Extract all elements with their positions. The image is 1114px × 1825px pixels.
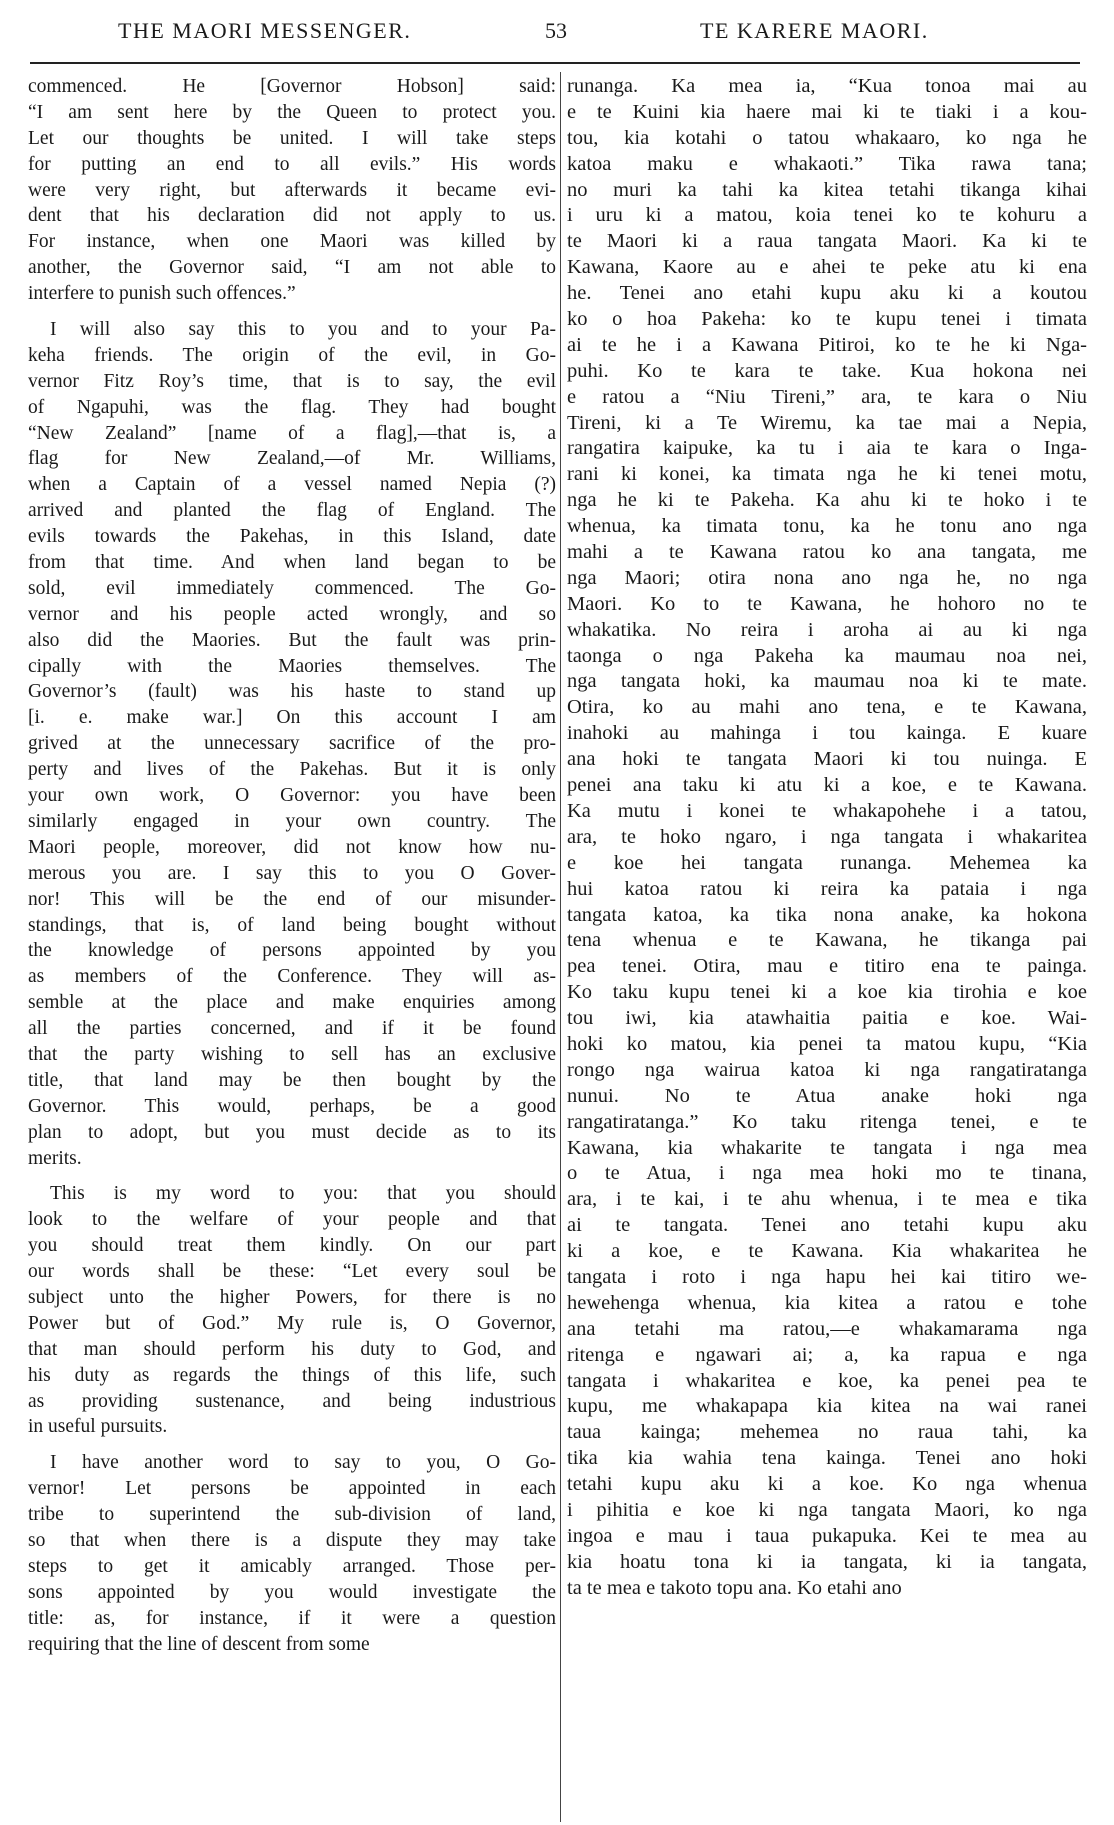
text-line: when a Captain of a vessel named Nepia (?): [28, 474, 556, 496]
text-line: similarly engaged in your own country. The: [28, 810, 556, 832]
text-line: nga Maori; otira nona ano nga he, no nga: [567, 566, 1087, 589]
text-line: e koe hei tangata runanga. Mehemea ka: [567, 851, 1087, 874]
text-line: merits.: [28, 1147, 82, 1169]
text-line: interfere to punish such offences.”: [28, 283, 296, 305]
header-rule: [30, 62, 1080, 64]
text-line: i uru ki a matou, koia tenei ko te kohuru a: [567, 204, 1087, 227]
text-line: cipally with the Maories themselves. The: [28, 655, 556, 677]
text-line: Ko taku kupu tenei ki a koe kia tirohia e koe: [567, 981, 1087, 1004]
text-line: vernor! Let persons be appointed in each: [28, 1478, 556, 1500]
english-paragraph: [28, 1450, 556, 1657]
text-line: merous you are. I say this to you O Gover-: [28, 862, 556, 884]
maori-column: [567, 74, 1087, 1819]
text-line: also did the Maories. But the fault was prin-: [28, 629, 556, 651]
text-line: I will also say this to you and to your Pa-: [50, 319, 556, 341]
text-line: penei ana taku ki atu ki a koe, e te Kawana.: [567, 774, 1087, 797]
text-line: as providing sustenance, and being industrious: [28, 1390, 556, 1412]
text-line: ki a koe, e te Kawana. Kia whakaritea he: [567, 1240, 1087, 1263]
text-line: tetahi kupu aku ki a koe. Ko nga whenua: [567, 1473, 1087, 1496]
paragraph-gap: [28, 307, 556, 317]
text-line: ko o hoa Pakeha: ko te kupu tenei i timata: [567, 308, 1087, 331]
text-line: flag for New Zealand,—of Mr. Williams,: [28, 448, 556, 470]
text-line: grived at the unnecessary sacrifice of the pro-: [28, 733, 556, 755]
text-line: subject unto the higher Powers, for there is no: [28, 1286, 556, 1308]
paragraph-gap: [28, 1171, 556, 1181]
text-line: steps to get it amicably arranged. Those per-: [28, 1555, 556, 1577]
text-line: nga tangata hoki, ka maumau noa ki te mate.: [567, 670, 1087, 693]
text-line: plan to adopt, but you must decide as to its: [28, 1121, 556, 1143]
text-line: ritenga e ngawari ai; a, ka rapua e nga: [567, 1343, 1087, 1366]
text-line: ana hoki te tangata Maori ki tou nuinga. E: [567, 748, 1087, 771]
text-line: tena whenua e te Kawana, he tikanga pai: [567, 929, 1087, 952]
text-line: sons appointed by you would investigate the: [28, 1581, 556, 1603]
text-line: ai te tangata. Tenei ano tetahi kupu aku: [567, 1214, 1087, 1237]
text-line: as members of the Conference. They will as-: [28, 966, 556, 988]
text-line: [i. e. make war.] On this account I am: [28, 707, 556, 729]
text-line: tangata i roto i nga hapu hei kai titiro we-: [567, 1265, 1087, 1288]
text-line: ana tetahi ma ratou,—e whakamarama nga: [567, 1317, 1087, 1340]
english-paragraph: [28, 74, 556, 307]
text-line: rongo nga wairua katoa ki nga rangatiratanga: [567, 1058, 1087, 1081]
text-line: “New Zealand” [name of a flag],—that is, a: [28, 422, 556, 444]
text-line: were very right, but afterwards it became evi-: [28, 179, 556, 201]
text-line: rangatiratanga.” Ko taku ritenga tenei, e te: [567, 1110, 1087, 1133]
text-line: vernor and his people acted wrongly, and so: [28, 603, 556, 625]
text-line: ara, te hoko ngaro, i nga tangata i whakaritea: [567, 825, 1087, 848]
text-line: rangatira kaipuke, ka tu i aia te kara o Inga-: [567, 437, 1087, 460]
text-line: semble at the place and make enquiries among: [28, 992, 556, 1014]
text-line: so that when there is a dispute they may take: [28, 1529, 556, 1551]
text-line: dent that his declaration did not apply to us.: [28, 205, 556, 227]
text-line: keha friends. The origin of the evil, in Go-: [28, 344, 556, 366]
text-line: mahi a te Kawana ratou ko ana tangata, me: [567, 541, 1087, 564]
text-line: you should treat them kindly. On our part: [28, 1235, 556, 1257]
text-line: puhi. Ko te kara te take. Kua hokona nei: [567, 359, 1087, 382]
text-line: Ka mutu i konei te whakapohehe i a tatou,: [567, 799, 1087, 822]
text-line: e te Kuini kia haere mai ki te tiaki i a kou-: [567, 100, 1087, 123]
text-line: te Maori ki a raua tangata Maori. Ka ki te: [567, 230, 1087, 253]
text-line: “I am sent here by the Queen to protect you.: [28, 101, 556, 123]
text-line: Tireni, ki a Te Wiremu, ka tae mai a Nepia,: [567, 411, 1087, 434]
text-line: from that time. And when land began to be: [28, 552, 556, 574]
page-number: 53: [545, 18, 567, 43]
text-line: taonga o nga Pakeha ka maumau noa nei,: [567, 644, 1087, 667]
header-english-title: THE MAORI MESSENGER.: [118, 18, 412, 43]
text-line: Maori people, moreover, did not know how nu-: [28, 836, 556, 858]
text-line: o te Atua, i nga mea hoki mo te tinana,: [567, 1162, 1087, 1185]
text-line: commenced. He [Governor Hobson] said:: [28, 76, 556, 97]
text-line: e ratou a “Niu Tireni,” ara, te kara o Niu: [567, 385, 1087, 408]
text-line: Kawana, kia whakarite te tangata i nga mea: [567, 1136, 1087, 1159]
text-line: Power but of God.” My rule is, O Governor,: [28, 1312, 556, 1334]
header-maori-title: TE KARERE MAORI.: [700, 18, 929, 43]
page-header: [0, 0, 1114, 60]
text-line: whenua, ka timata tonu, ka he tonu ano nga: [567, 515, 1087, 538]
text-line: katoa maku e whakaoti.” Tika rawa tana;: [567, 152, 1087, 175]
text-line: kia hoatu tona ki ia tangata, ki ia tangata,: [567, 1550, 1087, 1573]
text-line: hui katoa ratou ki reira ka pataia i nga: [567, 877, 1087, 900]
text-line: Maori. Ko to te Kawana, he hohoro no te: [567, 592, 1087, 615]
text-line: tika kia wahia tena kainga. Tenei ano hoki: [567, 1447, 1087, 1470]
text-line: pea tenei. Otira, mau e titiro ena te painga.: [567, 955, 1087, 978]
text-line: rani ki konei, ka timata nga he ki tenei motu,: [567, 463, 1087, 486]
text-line: hewehenga whenua, kia kitea a ratou e tohe: [567, 1291, 1087, 1314]
text-line: arrived and planted the flag of England. The: [28, 500, 556, 522]
text-line: of Ngapuhi, was the flag. They had bought: [28, 396, 556, 418]
text-line: For instance, when one Maori was killed by: [28, 231, 556, 253]
text-line: ai te he i a Kawana Pitiroi, ko te he ki Nga-: [567, 333, 1087, 356]
text-line: This is my word to you: that you should: [50, 1183, 556, 1205]
text-line: another, the Governor said, “I am not able to: [28, 257, 556, 279]
text-line: nunui. No te Atua anake hoki nga: [567, 1084, 1087, 1107]
text-line: that the party wishing to sell has an exclusive: [28, 1043, 556, 1065]
text-line: sold, evil immediately commenced. The Go-: [28, 577, 556, 599]
text-line: no muri ka tahi ka kitea tetahi tikanga kihai: [567, 178, 1087, 201]
text-line: that man should perform his duty to God, and: [28, 1338, 556, 1360]
text-line: ingoa e mau i taua pukapuka. Kei te mea au: [567, 1524, 1087, 1547]
text-line: tribe to superintend the sub-division of land,: [28, 1504, 556, 1526]
english-paragraph: [28, 1181, 556, 1440]
text-line: ara, i te kai, i te ahu whenua, i te mea e tika: [567, 1188, 1087, 1211]
english-column: [28, 74, 556, 1819]
text-line: Governor. This would, perhaps, be a good: [28, 1095, 556, 1117]
text-line: tangata i whakaritea e koe, ka penei pea te: [567, 1369, 1087, 1392]
text-line: I have another word to say to you, O Go-: [50, 1452, 556, 1474]
text-line: tangata katoa, ka tika nona anake, ka hokona: [567, 903, 1087, 926]
text-line: requiring that the line of descent from some: [28, 1633, 370, 1655]
text-line: perty and lives of the Pakehas. But it is only: [28, 759, 556, 781]
text-line: nor! This will be the end of our misunder-: [28, 888, 556, 910]
text-line: the knowledge of persons appointed by you: [28, 940, 556, 962]
text-line: title, that land may be then bought by the: [28, 1069, 556, 1091]
text-line: Governor’s (fault) was his haste to stand up: [28, 681, 556, 703]
text-line: kupu, me whakapapa kia kitea na wai ranei: [567, 1395, 1087, 1418]
column-divider: [560, 72, 561, 1822]
text-line: Otira, ko au mahi ano tena, e te Kawana,: [567, 696, 1087, 719]
text-line: in useful pursuits.: [28, 1416, 168, 1438]
text-line: ta te mea e takoto topu ana. Ko etahi ano: [567, 1576, 902, 1599]
text-line: i pihitia e koe ki nga tangata Maori, ko nga: [567, 1498, 1087, 1521]
text-line: your own work, O Governor: you have been: [28, 785, 556, 807]
text-line: nga he ki te Pakeha. Ka ahu ki te hoko i te: [567, 489, 1087, 512]
text-line: title: as, for instance, if it were a question: [28, 1607, 556, 1629]
text-line: tou iwi, kia atawhaitia paitia e koe. Wai-: [567, 1007, 1087, 1030]
text-line: inahoki au mahinga i tou kainga. E kuare: [567, 722, 1087, 745]
text-line: vernor Fitz Roy’s time, that is to say, the evil: [28, 370, 556, 392]
text-line: he. Tenei ano etahi kupu aku ki a koutou: [567, 282, 1087, 305]
english-paragraph: [28, 317, 556, 1171]
text-line: runanga. Ka mea ia, “Kua tonoa mai au: [567, 75, 1087, 97]
text-line: taua kainga; mehemea no raua tahi, ka: [567, 1421, 1087, 1444]
text-line: evils towards the Pakehas, in this Island, date: [28, 526, 556, 548]
text-line: tou, kia kotahi o tatou whakaaro, ko nga he: [567, 126, 1087, 149]
text-line: hoki ko matou, kia penei ta matou kupu, “Kia: [567, 1032, 1087, 1055]
text-line: whakatika. No reira i aroha ai au ki nga: [567, 618, 1087, 641]
paragraph-gap: [28, 1440, 556, 1450]
text-line: look to the welfare of your people and that: [28, 1209, 556, 1231]
text-line: Let our thoughts be united. I will take steps: [28, 127, 556, 149]
text-line: Kawana, Kaore au e ahei te peke atu ki ena: [567, 256, 1087, 279]
text-line: for putting an end to all evils.” His words: [28, 153, 556, 175]
text-line: his duty as regards the things of this life, such: [28, 1364, 556, 1386]
text-line: standings, that is, of land being bought without: [28, 914, 556, 936]
text-line: all the parties concerned, and if it be found: [28, 1018, 556, 1040]
text-line: our words shall be these: “Let every soul be: [28, 1261, 556, 1283]
